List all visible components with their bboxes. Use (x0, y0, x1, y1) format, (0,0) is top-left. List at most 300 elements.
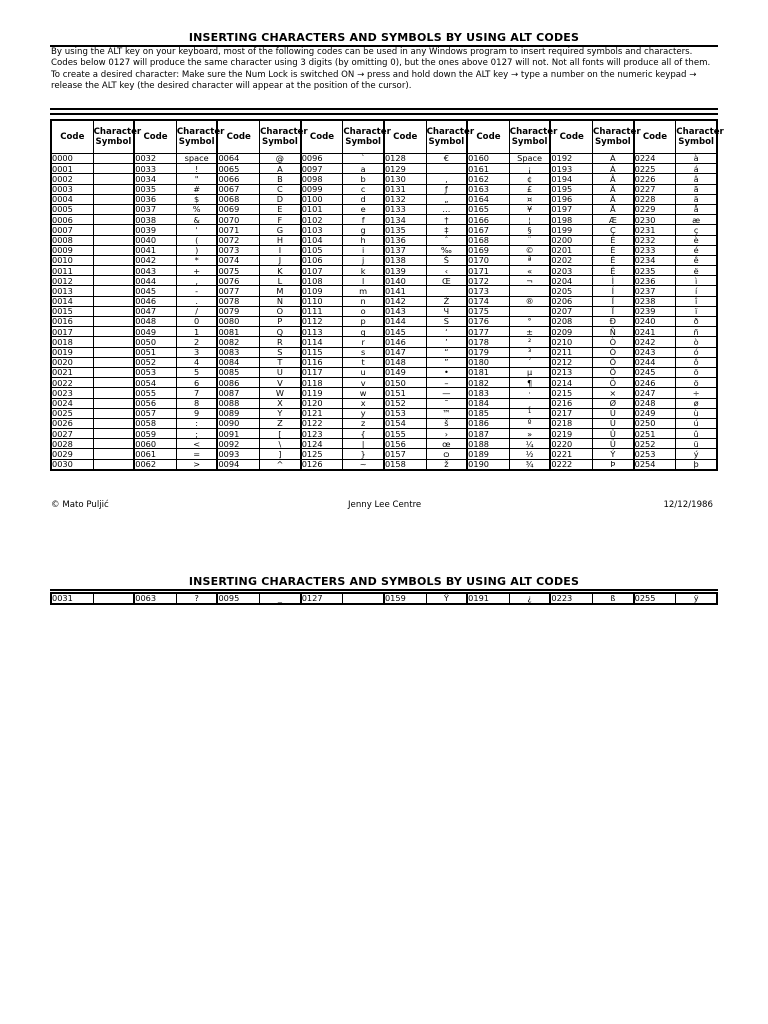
character-symbol-cell: , (176, 276, 217, 286)
alt-code-cell: 0001 (51, 164, 93, 174)
alt-code-cell: 0228 (634, 194, 676, 204)
table-row (51, 204, 717, 214)
character-symbol-cell: » (509, 429, 550, 439)
table-row (51, 286, 717, 296)
character-symbol-cell: N (260, 296, 301, 306)
alt-code-cell: 0249 (634, 408, 676, 418)
alt-code-cell: 0106 (301, 255, 343, 265)
alt-code-cell: 0188 (467, 439, 509, 449)
header-code: Code (550, 120, 592, 154)
character-symbol-cell (426, 286, 467, 296)
character-symbol-cell: V (260, 378, 301, 388)
character-symbol-cell: ÿ (676, 593, 717, 604)
alt-code-cell: 0044 (134, 276, 176, 286)
alt-code-cell: 0081 (217, 327, 259, 337)
alt-code-cell: 0210 (550, 337, 592, 347)
character-symbol-cell: ü (676, 439, 717, 449)
character-symbol-cell: Š (426, 255, 467, 265)
alt-code-cell: 0202 (550, 255, 592, 265)
character-symbol-cell: Í (593, 286, 634, 296)
alt-code-cell: 0096 (301, 154, 343, 164)
alt-code-cell: 0207 (550, 306, 592, 316)
alt-code-cell: 0205 (550, 286, 592, 296)
character-symbol-cell (93, 306, 134, 316)
alt-code-cell: 0034 (134, 174, 176, 184)
alt-code-cell: 0182 (467, 378, 509, 388)
alt-code-cell: 0167 (467, 225, 509, 235)
character-symbol-cell: + (176, 266, 217, 276)
character-symbol-cell: l (343, 276, 384, 286)
intro-text (51, 47, 719, 91)
alt-code-cell: 0104 (301, 235, 343, 245)
character-symbol-cell: ¥ (509, 204, 550, 214)
table-row (51, 174, 717, 184)
alt-code-cell: 0022 (51, 378, 93, 388)
character-symbol-cell: ž (426, 459, 467, 470)
alt-code-cell: 0216 (550, 398, 592, 408)
character-symbol-cell: ß (593, 593, 634, 604)
alt-code-cell: 0047 (134, 306, 176, 316)
alt-code-cell: 0159 (384, 593, 426, 604)
alt-code-cell: 0036 (134, 194, 176, 204)
alt-code-cell: 0153 (384, 408, 426, 418)
alt-code-cell: 0060 (134, 439, 176, 449)
alt-code-cell: 0107 (301, 266, 343, 276)
character-symbol-cell: 6 (176, 378, 217, 388)
alt-code-cell: 0020 (51, 357, 93, 367)
table-row (51, 439, 717, 449)
character-symbol-cell: ѻ (426, 449, 467, 459)
alt-code-cell: 0145 (384, 327, 426, 337)
character-symbol-cell (93, 418, 134, 428)
character-symbol-cell: Ò (593, 337, 634, 347)
table-row (51, 245, 717, 255)
alt-code-cell: 0102 (301, 215, 343, 225)
footer-centre: Jenny Lee Centre (348, 500, 422, 510)
intro-paragraph-2: To create a desired character: Make sure the Num Lock is switched ON → press and hold down the ALT key → type a number on the numeric keypad → release the ALT key (the desired character will appear at the position of the cursor). (51, 70, 697, 91)
alt-codes-table (50, 119, 724, 471)
alt-code-cell: 0124 (301, 439, 343, 449)
alt-code-cell: 0200 (550, 235, 592, 245)
alt-code-cell: 0100 (301, 194, 343, 204)
character-symbol-cell: Î (593, 296, 634, 306)
alt-code-cell: 0025 (51, 408, 93, 418)
alt-code-cell: 0017 (51, 327, 93, 337)
alt-code-cell: 0178 (467, 337, 509, 347)
character-symbol-cell: ê (676, 255, 717, 265)
alt-code-cell: 0097 (301, 164, 343, 174)
character-symbol-cell: ¡ (509, 164, 550, 174)
alt-code-cell: 0063 (134, 593, 176, 604)
alt-code-cell: 0012 (51, 276, 93, 286)
character-symbol-cell: C (260, 184, 301, 194)
alt-code-cell: 0231 (634, 225, 676, 235)
alt-code-cell: 0037 (134, 204, 176, 214)
character-symbol-cell: ö (676, 378, 717, 388)
character-symbol-cell: Ì (593, 276, 634, 286)
character-symbol-cell: ¨ (509, 235, 550, 245)
character-symbol-cell (93, 408, 134, 418)
character-symbol-cell: o (343, 306, 384, 316)
character-symbol-cell: Ø (593, 398, 634, 408)
alt-code-cell: 0070 (217, 215, 259, 225)
alt-code-cell: 0033 (134, 164, 176, 174)
alt-code-cell: 0066 (217, 174, 259, 184)
character-symbol-cell: ÷ (676, 388, 717, 398)
character-symbol-cell: Þ (593, 459, 634, 470)
alt-code-cell: 0227 (634, 184, 676, 194)
character-symbol-cell: – (426, 378, 467, 388)
character-symbol-cell: 7 (176, 388, 217, 398)
alt-code-cell: 0147 (384, 347, 426, 357)
alt-code-cell: 0094 (217, 459, 259, 470)
alt-code-cell: 0225 (634, 164, 676, 174)
alt-code-cell: 0064 (217, 154, 259, 164)
character-symbol-cell: € (426, 154, 467, 164)
alt-code-cell: 0071 (217, 225, 259, 235)
header-character-symbol: Character Symbol (93, 120, 134, 154)
alt-code-cell: 0041 (134, 245, 176, 255)
character-symbol-cell: m (343, 286, 384, 296)
alt-code-cell: 0212 (550, 357, 592, 367)
character-symbol-cell: s (343, 347, 384, 357)
footer-date: 12/12/1986 (663, 500, 713, 510)
character-symbol-cell: è (676, 235, 717, 245)
character-symbol-cell: # (176, 184, 217, 194)
alt-code-cell: 0180 (467, 357, 509, 367)
character-symbol-cell: c (343, 184, 384, 194)
character-symbol-cell (93, 164, 134, 174)
alt-code-cell: 0078 (217, 296, 259, 306)
alt-code-cell: 0003 (51, 184, 93, 194)
character-symbol-cell: M (260, 286, 301, 296)
character-symbol-cell: Ú (593, 418, 634, 428)
alt-code-cell: 0237 (634, 286, 676, 296)
alt-code-cell: 0105 (301, 245, 343, 255)
alt-code-cell: 0029 (51, 449, 93, 459)
alt-code-cell: 0112 (301, 317, 343, 327)
alt-code-cell: 0183 (467, 388, 509, 398)
alt-code-cell: 0139 (384, 266, 426, 276)
alt-code-cell: 0118 (301, 378, 343, 388)
alt-code-cell: 0016 (51, 317, 93, 327)
alt-code-cell: 0050 (134, 337, 176, 347)
alt-code-cell: 0043 (134, 266, 176, 276)
alt-code-cell: 0072 (217, 235, 259, 245)
character-symbol-cell (509, 286, 550, 296)
character-symbol-cell: Æ (593, 215, 634, 225)
alt-code-cell: 0087 (217, 388, 259, 398)
character-symbol-cell: < (176, 439, 217, 449)
alt-code-cell: 0026 (51, 418, 93, 428)
alt-code-cell: 0086 (217, 378, 259, 388)
character-symbol-cell: ç (676, 225, 717, 235)
character-symbol-cell: · (509, 388, 550, 398)
character-symbol-cell: µ (509, 367, 550, 377)
alt-code-cell: 0031 (51, 593, 93, 604)
alt-code-cell: 0056 (134, 398, 176, 408)
character-symbol-cell: b (343, 174, 384, 184)
alt-code-cell: 0135 (384, 225, 426, 235)
character-symbol-cell: ì (676, 276, 717, 286)
alt-code-cell: 0149 (384, 367, 426, 377)
character-symbol-cell: å (676, 204, 717, 214)
alt-code-cell: 0103 (301, 225, 343, 235)
character-symbol-cell: [ (260, 429, 301, 439)
character-symbol-cell: x (343, 398, 384, 408)
alt-code-cell: 0192 (550, 154, 592, 164)
character-symbol-cell: ô (676, 357, 717, 367)
alt-code-cell: 0002 (51, 174, 93, 184)
alt-code-cell: 0009 (51, 245, 93, 255)
character-symbol-cell: • (426, 367, 467, 377)
character-symbol-cell: É (593, 245, 634, 255)
character-symbol-cell: ' (176, 225, 217, 235)
character-symbol-cell: T (260, 357, 301, 367)
alt-code-cell: 0156 (384, 439, 426, 449)
alt-code-cell: 0154 (384, 418, 426, 428)
character-symbol-cell: P (260, 317, 301, 327)
table-row (51, 429, 717, 439)
alt-code-cell: 0251 (634, 429, 676, 439)
character-symbol-cell: Ç (593, 225, 634, 235)
character-symbol-cell: ð (676, 317, 717, 327)
alt-code-cell: 0170 (467, 255, 509, 265)
character-symbol-cell: ´ (509, 357, 550, 367)
alt-code-cell: 0140 (384, 276, 426, 286)
character-symbol-cell: G (260, 225, 301, 235)
header-code: Code (301, 120, 343, 154)
character-symbol-cell: g (343, 225, 384, 235)
character-symbol-cell: space (176, 154, 217, 164)
character-symbol-cell: â (676, 174, 717, 184)
character-symbol-cell: Á (593, 164, 634, 174)
character-symbol-cell: = (176, 449, 217, 459)
character-symbol-cell: ó (676, 347, 717, 357)
header-code: Code (634, 120, 676, 154)
alt-code-cell: 0116 (301, 357, 343, 367)
character-symbol-cell: X (260, 398, 301, 408)
alt-code-cell: 0113 (301, 327, 343, 337)
alt-code-cell: 0129 (384, 164, 426, 174)
character-symbol-cell: ‰ (426, 245, 467, 255)
table-row (51, 164, 717, 174)
table-row (51, 184, 717, 194)
alt-code-cell: 0184 (467, 398, 509, 408)
alt-code-cell: 0244 (634, 357, 676, 367)
alt-code-cell: 0151 (384, 388, 426, 398)
alt-code-cell: 0127 (301, 593, 343, 604)
character-symbol-cell: Space (509, 154, 550, 164)
alt-code-cell: 0084 (217, 357, 259, 367)
alt-code-cell: 0172 (467, 276, 509, 286)
character-symbol-cell: R (260, 337, 301, 347)
character-symbol-cell: ® (509, 296, 550, 306)
alt-code-cell: 0190 (467, 459, 509, 470)
character-symbol-cell: * (176, 255, 217, 265)
alt-code-cell: 0163 (467, 184, 509, 194)
table-header-row (51, 120, 717, 154)
alt-code-cell: 0254 (634, 459, 676, 470)
alt-code-cell: 0209 (550, 327, 592, 337)
alt-code-cell: 0247 (634, 388, 676, 398)
character-symbol-cell: ? (176, 593, 217, 604)
character-symbol-cell: r (343, 337, 384, 347)
alt-code-cell: 0126 (301, 459, 343, 470)
character-symbol-cell: D (260, 194, 301, 204)
character-symbol-cell: f (343, 215, 384, 225)
character-symbol-cell: : (176, 418, 217, 428)
alt-code-cell: 0133 (384, 204, 426, 214)
character-symbol-cell: U (260, 367, 301, 377)
alt-code-cell: 0123 (301, 429, 343, 439)
character-symbol-cell: 8 (176, 398, 217, 408)
alt-code-cell: 0004 (51, 194, 93, 204)
character-symbol-cell: ã (676, 184, 717, 194)
alt-code-cell: 0008 (51, 235, 93, 245)
character-symbol-cell: $ (176, 194, 217, 204)
header-code: Code (217, 120, 259, 154)
character-symbol-cell: Ѕ (426, 317, 467, 327)
character-symbol-cell: — (426, 388, 467, 398)
alt-code-cell: 0250 (634, 418, 676, 428)
alt-code-cell: 0068 (217, 194, 259, 204)
alt-code-cell: 0059 (134, 429, 176, 439)
character-symbol-cell: þ (676, 459, 717, 470)
alt-code-cell: 0219 (550, 429, 592, 439)
character-symbol-cell: ¹ (509, 408, 550, 418)
character-symbol-cell: _ (260, 593, 301, 604)
table-row (51, 378, 717, 388)
character-symbol-cell: ½ (509, 449, 550, 459)
alt-code-cell: 0058 (134, 418, 176, 428)
intro-rule-bottom (50, 113, 718, 115)
table-row (51, 255, 717, 265)
alt-code-cell: 0023 (51, 388, 93, 398)
character-symbol-cell: | (343, 439, 384, 449)
character-symbol-cell: \ (260, 439, 301, 449)
alt-code-cell: 0049 (134, 327, 176, 337)
character-symbol-cell (93, 337, 134, 347)
character-symbol-cell: ± (509, 327, 550, 337)
alt-code-cell: 0015 (51, 306, 93, 316)
header-code: Code (134, 120, 176, 154)
character-symbol-cell: e (343, 204, 384, 214)
character-symbol-cell: % (176, 204, 217, 214)
character-symbol-cell: A (260, 164, 301, 174)
alt-code-cell: 0134 (384, 215, 426, 225)
alt-code-cell: 0241 (634, 327, 676, 337)
character-symbol-cell: Ö (593, 378, 634, 388)
character-symbol-cell: æ (676, 215, 717, 225)
character-symbol-cell: é (676, 245, 717, 255)
character-symbol-cell: " (176, 174, 217, 184)
table-row (51, 306, 717, 316)
alt-code-cell: 0152 (384, 398, 426, 408)
header-code: Code (51, 120, 93, 154)
character-symbol-cell: ‹ (426, 266, 467, 276)
character-symbol-cell (93, 184, 134, 194)
alt-code-cell: 0085 (217, 367, 259, 377)
alt-code-cell: 0065 (217, 164, 259, 174)
character-symbol-cell (93, 194, 134, 204)
character-symbol-cell: Q (260, 327, 301, 337)
character-symbol-cell (93, 296, 134, 306)
alt-code-cell: 0171 (467, 266, 509, 276)
alt-code-cell: 0117 (301, 367, 343, 377)
character-symbol-cell: - (176, 286, 217, 296)
alt-code-cell: 0243 (634, 347, 676, 357)
character-symbol-cell: 2 (176, 337, 217, 347)
alt-code-cell: 0039 (134, 225, 176, 235)
character-symbol-cell: Ô (593, 357, 634, 367)
alt-code-cell: 0148 (384, 357, 426, 367)
character-symbol-cell: Z (260, 418, 301, 428)
character-symbol-cell: × (593, 388, 634, 398)
table-row (51, 408, 717, 418)
character-symbol-cell (93, 398, 134, 408)
table-row (51, 327, 717, 337)
character-symbol-cell: n (343, 296, 384, 306)
character-symbol-cell: ò (676, 337, 717, 347)
alt-code-cell: 0075 (217, 266, 259, 276)
character-symbol-cell (93, 449, 134, 459)
character-symbol-cell: ° (509, 317, 550, 327)
character-symbol-cell: § (509, 225, 550, 235)
alt-code-cell: 0213 (550, 367, 592, 377)
character-symbol-cell (93, 367, 134, 377)
alt-code-cell: 0201 (550, 245, 592, 255)
footer-author: © Mato Puljić (51, 500, 109, 510)
character-symbol-cell: Ã (593, 184, 634, 194)
character-symbol-cell: ñ (676, 327, 717, 337)
character-symbol-cell: ˜ (426, 398, 467, 408)
alt-code-cell: 0164 (467, 194, 509, 204)
character-symbol-cell (93, 327, 134, 337)
character-symbol-cell: j (343, 255, 384, 265)
character-symbol-cell: / (176, 306, 217, 316)
alt-code-cell: 0074 (217, 255, 259, 265)
alt-code-cell: 0054 (134, 378, 176, 388)
alt-code-cell: 0000 (51, 154, 93, 164)
alt-code-cell: 0155 (384, 429, 426, 439)
character-symbol-cell (509, 306, 550, 316)
alt-code-cell: 0253 (634, 449, 676, 459)
alt-code-cell: 0221 (550, 449, 592, 459)
character-symbol-cell (93, 459, 134, 470)
character-symbol-cell: i (343, 245, 384, 255)
table-row (51, 154, 717, 164)
character-symbol-cell: Œ (426, 276, 467, 286)
alt-code-cell: 0014 (51, 296, 93, 306)
character-symbol-cell (93, 225, 134, 235)
alt-code-cell: 0091 (217, 429, 259, 439)
intro-rule-top (50, 108, 718, 110)
alt-code-cell: 0186 (467, 418, 509, 428)
alt-code-cell: 0027 (51, 429, 93, 439)
character-symbol-cell: . (176, 296, 217, 306)
character-symbol-cell: ™ (426, 408, 467, 418)
alt-code-cell: 0080 (217, 317, 259, 327)
table-row (51, 449, 717, 459)
alt-code-cell: 0158 (384, 459, 426, 470)
alt-code-cell: 0021 (51, 367, 93, 377)
alt-codes-table-continued (50, 592, 718, 605)
character-symbol-cell: E (260, 204, 301, 214)
alt-code-cell: 0077 (217, 286, 259, 296)
table-row (51, 317, 717, 327)
character-symbol-cell: † (426, 215, 467, 225)
